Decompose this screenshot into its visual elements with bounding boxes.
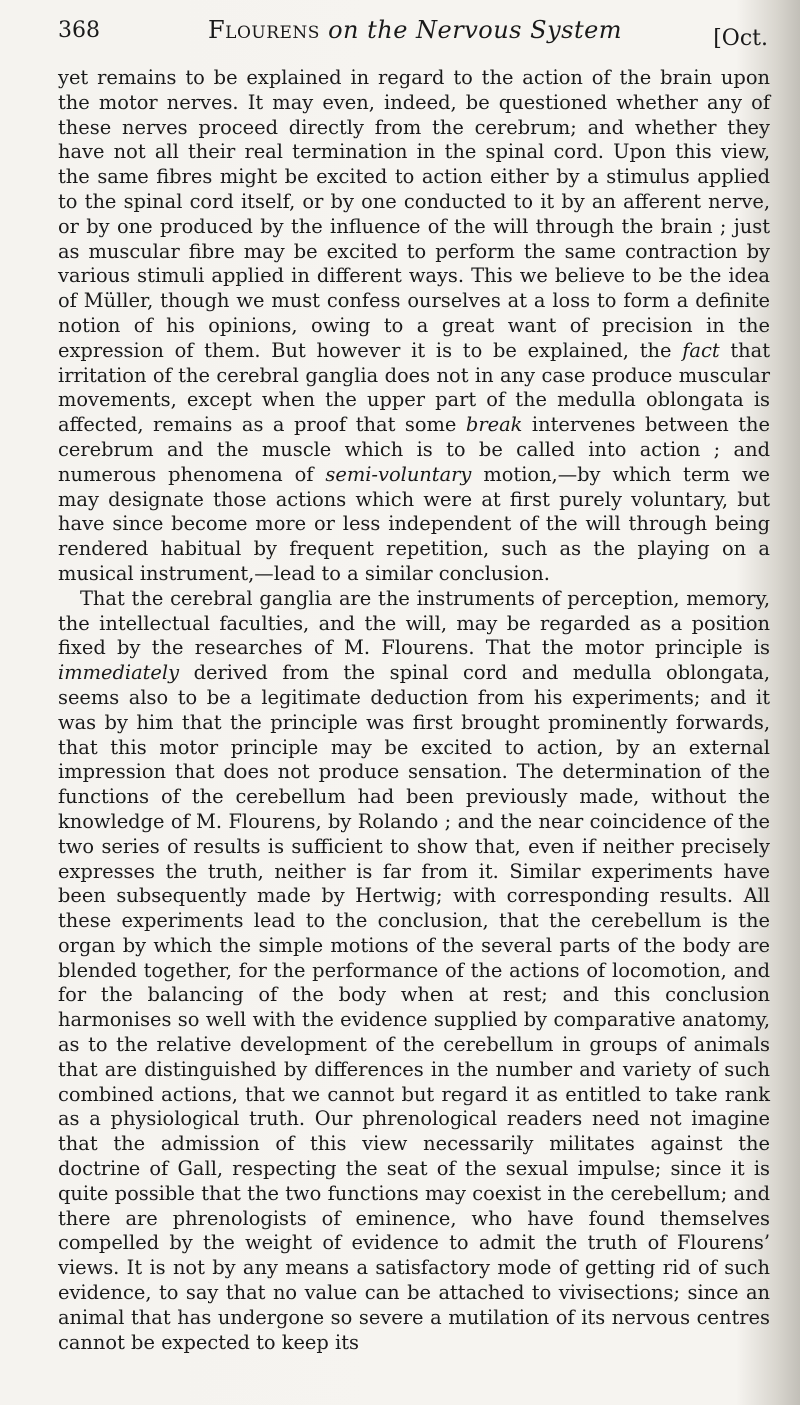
running-title-author: Flourens	[208, 16, 320, 44]
page-number: 368	[58, 18, 100, 43]
running-header	[58, 10, 768, 54]
running-title	[208, 16, 622, 44]
paragraph-2-text-2: derived from the spinal cord and medulla oblongata, seems also to be a legitimate deduction from his experiments; and it was by him that the principle was first brought prominently forwards, that this motor principle may be excited to action, by an external impression that does not produce sensation. The determination of the functions of the cerebellum had been previously made, without the knowledge of M. Flourens, by Rolando ; and the near coincidence of the two series of results is sufficient to show that, even if neither precisely expresses the truth, neither is far from it. Similar experiments have been subsequently made by Hertwig; with corresponding results. All these experiments lead to the conclusion, that the cerebellum is the organ by which the simple motions of the several parts of the body are blended together, for the performance of the actions of locomotion, and for the balancing of the body when at rest; and this conclusion harmonises so well with the evidence supplied by comparative anatomy, as to the relative development of the cerebellum in groups of animals that are distinguished by differences in the number and variety of such combined actions, that we cannot but regard it as entitled to take rank as a physiological truth. Our phrenological readers need not imagine that the admission of this view necessarily militates against the doctrine of Gall, respecting the seat of the sexual impulse; since it is quite possible that the two functions may coexist in the cerebellum; and there are phrenologists of eminence, who have found themselves compelled by the weight of evidence to admit the truth of Flourens’ views. It is not by any means a satisfactory mode of getting rid of such evidence, to say that no value can be attached to vivisections; since an animal that has undergone so severe a mutilation of its nervous centres cannot be expected to keep its	[58, 661, 770, 1354]
paragraph-1-emphasis-break: break	[465, 413, 523, 437]
paragraph-1-text-4: motion,—by which term we may designate those actions which were at first purely voluntary, but have since become more or less independent of the will through being rendered habitual by frequent repetition, such as the playing on a musical instrument,—lead to a similar conclusion.	[58, 462, 770, 585]
paragraph-2	[58, 587, 770, 1356]
paragraph-1-emphasis-semi-voluntary: semi-voluntary	[325, 462, 472, 486]
paragraph-1-text-1: yet remains to be explained in regard to the action of the brain upon the motor nerves. It may even, indeed, be questioned whether any of these nerves proceed directly from the cerebrum; and whether they have not all their real termination in the spinal cord. Upon this view, the same fibres might be excited to action either by a stimulus applied to the spinal cord itself, or by one conducted to it by an afferent nerve, or by one produced by the influence of the will through the brain ; just as muscular fibre may be excited to perform the same contraction by various stimuli applied in different ways. This we believe to be the idea of Müller, though we must confess ourselves at a loss to form a definite notion of his opinions, owing to a great want of precision in the expression of them. But however it is to be explained, the	[58, 66, 770, 362]
paragraph-1-text-2: that irritation of the cerebral ganglia does not in any case produce muscular movements, except when the upper part of the medulla oblongata is affected, remains as a proof that some	[58, 338, 770, 437]
paragraph-1	[58, 66, 770, 587]
body-text	[58, 66, 770, 1355]
paragraph-2-text-1: That the cerebral ganglia are the instruments of perception, memory, the intellectual faculties, and the will, may be regarded as a position fixed by the researches of M. Flourens. That the motor principle is	[58, 586, 770, 660]
paragraph-1-emphasis-fact: fact	[682, 338, 720, 362]
paragraph-2-emphasis-immediately: immediately	[58, 661, 180, 685]
running-date: [Oct.	[713, 26, 768, 51]
paragraph-1-text-3: intervenes between the cerebrum and the muscle which is to be called into action ; and numerous phenomena of	[58, 413, 770, 486]
running-title-subject: on the Nervous System	[319, 16, 623, 44]
